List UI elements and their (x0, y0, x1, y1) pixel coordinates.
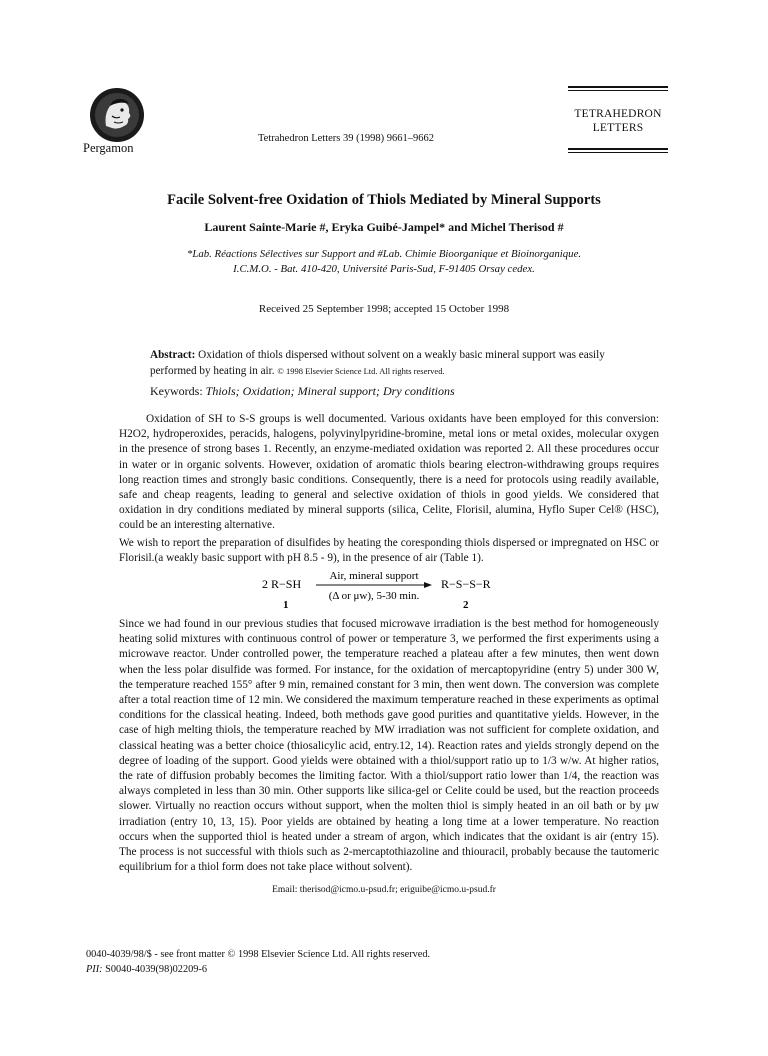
affiliation-line1: *Lab. Réactions Sélectives sur Support and #Lab. Chimie Bioorganique et Bioinorganique. (186, 248, 582, 260)
article-authors: Laurent Sainte-Marie #, Eryka Guibé-Jampel* and Michel Therisod # (204, 220, 564, 234)
body-paragraph-2: We wish to report the preparation of disulfides by heating the coresponding thiols dispersed or impregnated on HSC or Florisil.(a weakly basic support with pH 8.5 - 9), in the presence of air (Table 1). (119, 537, 659, 565)
affiliation-line2: I.C.M.O. - Bat. 410-420, Université Paris-Sud, F-91405 Orsay cedex. (233, 263, 535, 275)
body-paragraph-1: Oxidation of SH to S-S groups is well documented. Various oxidants have been employed for this conversion: H2O2, hydroperoxides, peracids, halogens, polyvinylpyridine-bromine, metal ions or metal oxides, molecular oxygen in the presence of strong bases 1. Recently, an enzyme-mediated oxidation was reported 2. All these procedures occur in water or in organic solvents. However, oxidation of aromatic thiols bearing electron-withdrawing groups requires long reaction times and strongly basic conditions. Consequently, there is a need for protocols using readily available, safe and cheap reagents, leading to general and selective oxidation of thiols in good yields. We considered that oxidation in dry conditions mediated by mineral supports (silica, Celite, Florisil, alumina, Hyflo Super Cel® (HSC), could be an interesting alternative. (119, 413, 659, 532)
header-rule-bottom-thin (568, 152, 668, 153)
header-rule-bottom (568, 148, 668, 150)
scheme-arrowhead (424, 582, 432, 588)
scheme-product-number: 2 (463, 599, 469, 611)
abstract-text: Oxidation of thiols dispersed without solvent on a weakly basic mineral support was easily performed by heating in air. (150, 349, 605, 377)
scheme-conditions-bottom: (Δ or μw), 5-30 min. (328, 590, 420, 602)
journal-citation: Tetrahedron Letters 39 (1998) 9661–9662 (258, 133, 434, 144)
keywords (150, 384, 455, 399)
reaction-scheme (0, 568, 768, 616)
scheme-reactant: 2 R−SH (262, 577, 302, 591)
abstract-copyright: © 1998 Elsevier Science Ltd. All rights reserved. (277, 366, 445, 376)
keywords-label: Keywords: (150, 384, 203, 398)
keywords-terms: Thiols; Oxidation; Mineral support; Dry conditions (205, 384, 455, 398)
article-title: Facile Solvent-free Oxidation of Thiols Mediated by Mineral Supports (167, 192, 601, 208)
scheme-product: R−S−S−R (441, 577, 491, 591)
affiliation (0, 247, 768, 277)
pergamon-logo (88, 86, 146, 144)
author-email: Email: therisod@icmo.u-psud.fr; eriguibe@icmo.u-psud.fr (272, 885, 496, 895)
journal-name-line1: TETRAHEDRON (574, 108, 662, 120)
abstract-label: Abstract: (150, 349, 196, 361)
scheme-conditions-top: Air, mineral support (329, 570, 419, 582)
publisher-name: Pergamon (83, 141, 134, 155)
abstract (150, 347, 620, 379)
header-rule-top (568, 86, 668, 88)
received-dates: Received 25 September 1998; accepted 15 October 1998 (258, 303, 510, 315)
footer-copyright: 0040-4039/98/$ - see front matter © 1998 Elsevier Science Ltd. All rights reserved. (86, 949, 431, 960)
pii-label: PII: (86, 964, 103, 975)
footer (86, 947, 430, 977)
body-paragraph-3: Since we had found in our previous studies that focused microwave irradiation is the best method for homogeneously heating solid mixtures with continuous control of power or temperature 3, we performed the first experiments using a microwave reactor. Under controlled power, the temperature reached a plateau after a few minutes, then went down when the less polar disulfide was formed. For instance, for the oxidation of mercaptopyridine (entry 5) under 300 W, the temperature reached 155° after 9 min, remained constant for 3 min, then went down. The conversion was complete after a total reaction time of 12 min. We considered the maximum temperature reached in these experiments as optimal conditions for the classical heating. Indeed, both methods gave good purities and quantitative yields. However, in the case of high melting thiols, the temperature reached by MW irradiation was not sufficient for complete oxidation, and classical heating was a better choice (thiosalicylic acid, entry.12, 14). Reaction rates and yields strongly depend on the degree of loading of the support. Good yields were obtained with a thiol/support ratio up to 1/3 w/w. At higher ratios, the rate of diffusion probably becomes the limiting factor. With a thiol/support ratio lower than 1/4, the reaction was always completed in less than 30 min. Other supports like silica-gel or Celite could be used, but the reaction proceeds slower. Virtually no reaction occurs without support, when the molten thiol is simply heated in an oil bath or by μw irradiation (entry 10, 13, 15). Poor yields are obtained by heating a long time at a lower temperature. No reaction occurs when the supported thiol is heated under a stream of argon, which indicates that the oxidant is air (entry 15). The process is not successful with thiols such as 2-mercaptothiazoline and thiouracil, probably because the tautomeric equilibrium for a thiol form does not take place without solvent). (119, 618, 659, 874)
footer-pii (86, 962, 430, 977)
pii-value: S0040-4039(98)02209-6 (105, 964, 207, 975)
journal-name (570, 107, 666, 135)
scheme-reactant-number: 1 (283, 599, 289, 611)
journal-name-line2: LETTERS (592, 122, 644, 134)
header-rule-top-thin (568, 90, 668, 91)
